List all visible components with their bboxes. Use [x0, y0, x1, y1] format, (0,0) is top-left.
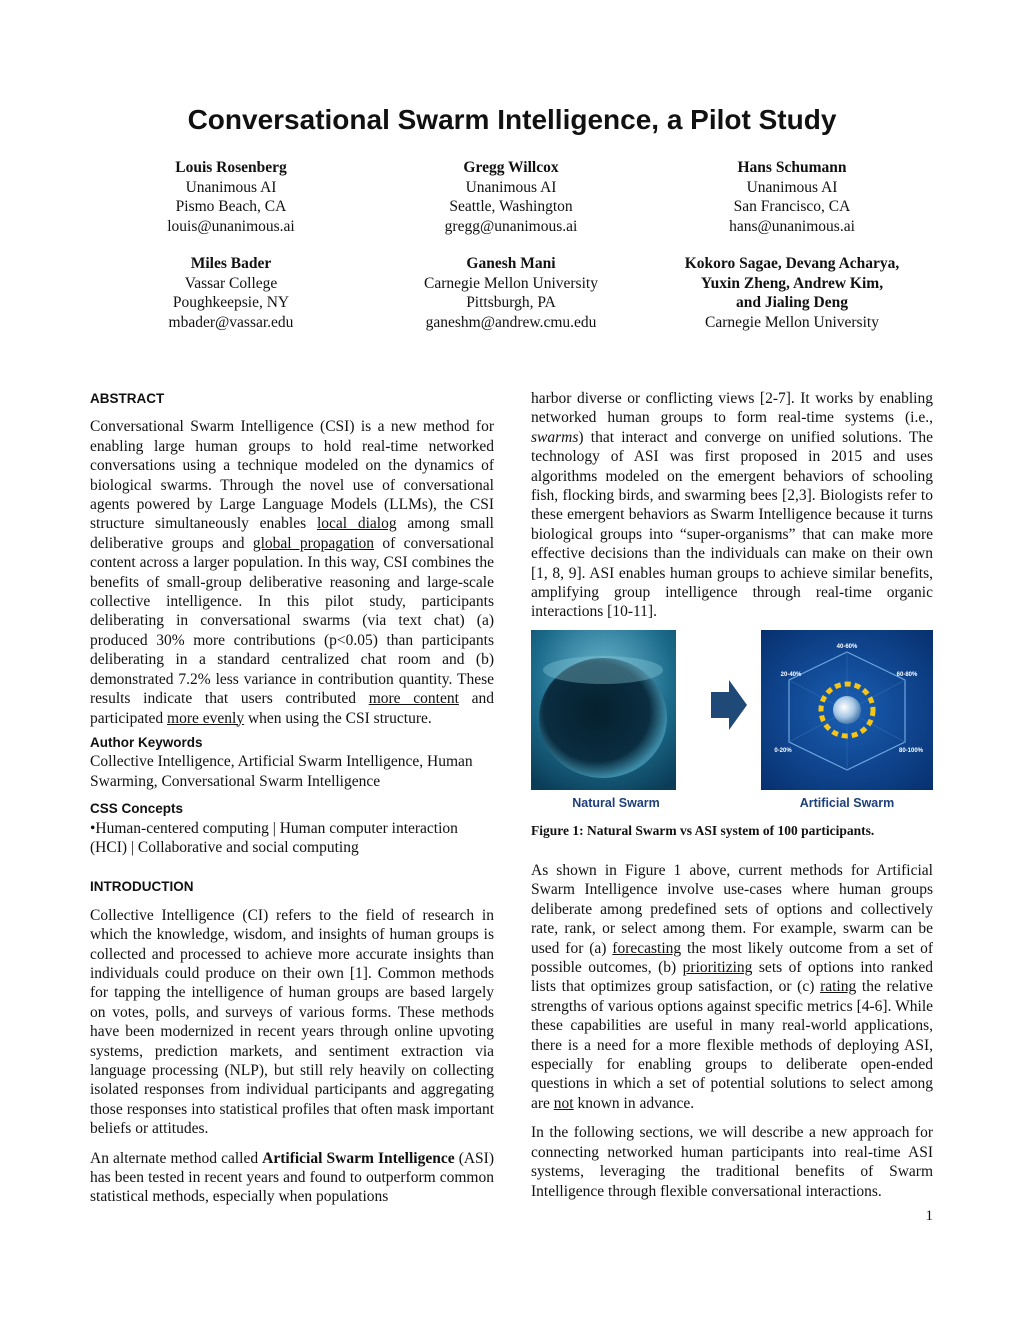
author-name: Hans Schumann [737, 159, 847, 176]
abstract-text: Conversational Swarm Intelligence (CSI) is a new method for enabling large human groups to hold real-time networked conversations using a technique modeled on the dynamics of biological swarms. Through the novel use of conversational agents powered by Large Language Models (LLMs), the CSI structure simultaneously enables local dialog among small deliberative groups and global propagation of conversational content across a larger population. In this way, CSI combines the benefits of small-group deliberative reasoning and large-scale collective intelligence. In this pilot study, participants deliberating in conversational swarms (via text chat) (a) produced 30% more contributions (p<0.05) than participants deliberating in a standard centralized chat room and (b) demonstrated 7.2% less variance in contribution quantity. These results indicate that users contributed more content and participated more evenly when using the CSI structure. [90, 418, 495, 727]
figure-caption: Figure 1: Natural Swarm vs ASI system of 100 participants. [531, 823, 875, 838]
abstract-heading: ABSTRACT [90, 391, 165, 406]
author-affiliation: Unanimous AI [185, 178, 277, 196]
author-email: hans@unanimous.ai [729, 217, 855, 235]
author-name: Louis Rosenberg [175, 159, 287, 176]
author-block [81, 158, 381, 236]
author-name: Ganesh Mani [466, 255, 556, 272]
body-paragraph: harbor diverse or conflicting views [2-7]. It works by enabling networked human groups to form real-time systems (i.e., swarms) that interact and converge on unified solutions. The technology of ASI was first proposed in 2015 and uses algorithms modeled on the emergent behaviors of schooling fish, flocking birds, and swarming bees [2,3]. Biologists refer to these emergent behaviors as Swarm Intelligence because it turns biological groups into “super-organisms” that can make more effective decisions than the individuals can make on their own [1, 8, 9]. ASI enables human groups to achieve similar benefits, amplifying group intelligence through real-time organic interactions [10-11]. [531, 390, 933, 621]
author-name: Miles Bader [190, 255, 272, 272]
hex-label: 20-40% [780, 672, 802, 678]
author-affiliation: Carnegie Mellon University [424, 274, 598, 292]
author-name: and Jialing Deng [736, 294, 848, 311]
body-paragraph: In the following sections, we will describe a new approach for connecting networked human participants into real-time ASI systems, leveraging the traditional benefits of Swarm Intelligence through flexible conversational interactions. [531, 1124, 933, 1200]
author-affiliation: Vassar College [184, 274, 278, 292]
right-column-bottom [531, 861, 933, 1201]
author-block [361, 158, 661, 236]
natural-swarm-photo [531, 630, 676, 790]
hex-label: 0-20% [774, 748, 792, 754]
keywords-heading: Author Keywords [90, 734, 203, 750]
author-email: mbader@vassar.edu [168, 313, 294, 331]
introduction-heading: INTRODUCTION [90, 879, 194, 895]
artificial-swarm-label: Artificial Swarm [799, 796, 895, 810]
author-affiliation: Unanimous AI [465, 178, 557, 196]
arrow-icon [709, 630, 749, 790]
introduction-paragraph: Collective Intelligence (CI) refers to the field of research in which the knowledge, wisdom, and insights of human groups is collected and processed to achieve more accurate insights than individuals could produce on their own [1]. Common methods for tapping the intelligence of human groups are based largely on votes, polls, and surveys of various forms. These methods have been modernized in recent years through online upvoting systems, prediction markets, and sentiment extraction via language processing (NLP), but still rely heavily on collecting isolated responses from individual participants and aggregating those responses into statistical profiles that often mask important beliefs or attitudes. [90, 906, 494, 1138]
author-block [361, 254, 661, 332]
author-name: Yuxin Zheng, Andrew Kim, [700, 274, 884, 292]
author-location: Pismo Beach, CA [175, 198, 287, 215]
author-email: ganeshm@andrew.cmu.edu [425, 313, 597, 331]
author-location: Seattle, Washington [449, 198, 573, 215]
paper-title: Conversational Swarm Intelligence, a Pilot Study [187, 104, 837, 135]
artificial-swarm-diagram [761, 630, 933, 790]
hex-label: 60-80% [896, 672, 918, 678]
hex-label: 40-60% [836, 644, 858, 650]
author-name: Kokoro Sagae, Devang Acharya, [684, 255, 900, 272]
natural-swarm-label: Natural Swarm [572, 796, 660, 810]
author-email: louis@unanimous.ai [167, 217, 295, 235]
author-location: San Francisco, CA [733, 198, 851, 215]
right-column-top [531, 389, 933, 622]
keywords-text: Collective Intelligence, Artificial Swarm Intelligence, Human Swarming, Conversational Swarm Intelligence [90, 753, 473, 790]
author-block [642, 158, 942, 236]
author-location: Pittsburgh, PA [466, 294, 556, 311]
body-paragraph: As shown in Figure 1 above, current methods for Artificial Swarm Intelligence involve use-cases where human groups deliberate among predefined sets of options and collectively rate, rank, or select among them. For example, swarm can be used for (a) forecasting the most likely outcome from a set of possible outcomes, (b) prioritizing sets of options into ranked lists that optimizes group satisfaction, or (c) rating the relative strengths of various options against specific metrics [4-6]. While these capabilities are useful in many real-world applications, there is a need for a more flexible methods of deploying ASI, especially for enabling groups to deliberate open-ended questions in which a set of potential solutions to select among are not known in advance. [531, 862, 934, 1112]
page-number: 1 [925, 1208, 933, 1224]
figure-1 [531, 630, 933, 815]
hex-label: 80-100% [898, 748, 924, 754]
author-block [81, 254, 381, 332]
author-block [642, 254, 942, 332]
left-column [90, 389, 494, 1207]
author-email: gregg@unanimous.ai [444, 217, 578, 235]
author-name: Gregg Willcox [463, 159, 559, 176]
concepts-text: •Human-centered computing | Human computer interaction (HCI) | Collaborative and social computing [90, 819, 458, 856]
author-location: Poughkeepsie, NY [172, 294, 290, 311]
concepts-heading: CSS Concepts [90, 801, 184, 817]
introduction-paragraph: An alternate method called Artificial Swarm Intelligence (ASI) has been tested in recent years and found to outperform common statistical methods, especially when populations [90, 1149, 494, 1206]
author-affiliation: Carnegie Mellon University [705, 313, 879, 331]
author-affiliation: Unanimous AI [746, 178, 838, 196]
